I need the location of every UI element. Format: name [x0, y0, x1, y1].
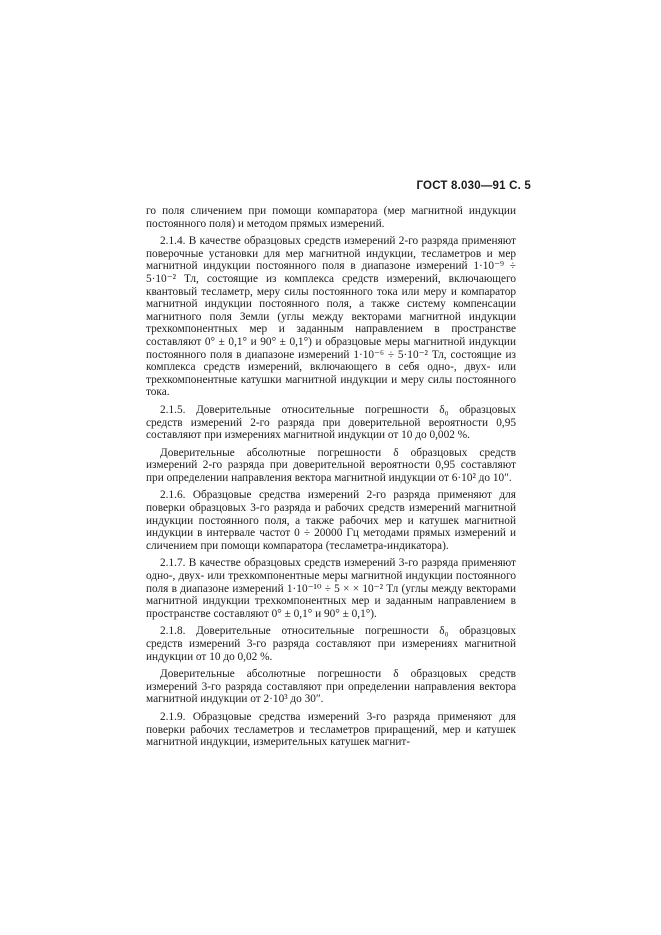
- page-header: ГОСТ 8.030—91 С. 5: [416, 180, 531, 192]
- paragraph-2-1-9: 2.1.9. Образцовые средства измерений 3-го разряда применяют для поверки рабочих тесламетров и тесламетров приращений, мер и катушек магнитной индукции, измерительных катушек магнит-: [146, 710, 516, 749]
- paragraph-2-1-5-absolute: Доверительные абсолютные погрешности δ образцовых средств измерений 2-го разряда при доверительной вероятности 0,95 составляют при определении направления вектора магнитной индукции от 6·10² до 10″.: [146, 446, 516, 484]
- document-body: [146, 205, 516, 754]
- paragraph-2-1-7: 2.1.7. В качестве образцовых средств измерений 3-го разряда применяют одно-, двух- или трехкомпонентные меры магнитной индукции постоянного поля в диапазоне измерений 1·10⁻¹⁰ ÷ 5 × × 10⁻² Тл (углы между векторами магнитной индукции трехкомпонентных мер и заданным направлением в пространстве составляют 0° ± 0,1° и 90° ± 0,1°).: [146, 557, 516, 620]
- paragraph-2-1-5: 2.1.5. Доверительные относительные погрешности δ₀ образцовых средств измерений 2-го разряда при доверительной вероятности 0,95 составляют при измерениях магнитной индукции от 10 до 0,002 %.: [146, 403, 516, 442]
- paragraph-2-1-4: 2.1.4. В качестве образцовых средств измерений 2-го разряда применяют поверочные установки для мер магнитной индукции, тесламетров и мер магнитной индукции постоянного поля в диапазоне измерений 1·10⁻⁹ ÷ 5·10⁻² Тл, состоящие из комплекса средств измерений, включающего квантовый тесламетр, меру силы постоянного тока или меру и компаратор магнитной индукции постоянного поля, а также систему компенсации магнитного поля Земли (углы между векторами магнитной индукции трехкомпонентных мер и заданным направлением в пространстве составляют 0° ± 0,1° и 90° ± 0,1°) и образцовые меры магнитной индукции постоянного поля в диапазоне измерений 1·10⁻⁶ ÷ 5·10⁻² Тл, состоящие из комплекса средств измерений, включающего в себя одно-, двух- или трехкомпонентные катушки магнитной индукции и меру силы постоянного тока.: [146, 235, 516, 399]
- paragraph-continuation: го поля сличением при помощи компаратора (мер магнитной индукции постоянного поля) и методом прямых измерений.: [146, 205, 516, 230]
- paragraph-2-1-8: 2.1.8. Доверительные относительные погрешности δ₀ образцовых средств измерений 3-го разряда составляют при измерениях магнитной индукции от 10 до 0,02 %.: [146, 625, 516, 663]
- paragraph-2-1-6: 2.1.6. Образцовые средства измерений 2-го разряда применяют для поверки образцовых 3-го разряда и рабочих средств измерений магнитной индукции постоянного поля, а также рабочих мер и катушек магнитной индукции в интервале частот 0 ÷ 20000 Гц методами прямых измерений и сличением при помощи компаратора (тесламетра-индикатора).: [146, 489, 516, 552]
- paragraph-2-1-8-absolute: Доверительные абсолютные погрешности δ образцовых средств измерений 3-го разряда составляют при определении направления вектора магнитной индукции от 2·10³ до 30″.: [146, 668, 516, 706]
